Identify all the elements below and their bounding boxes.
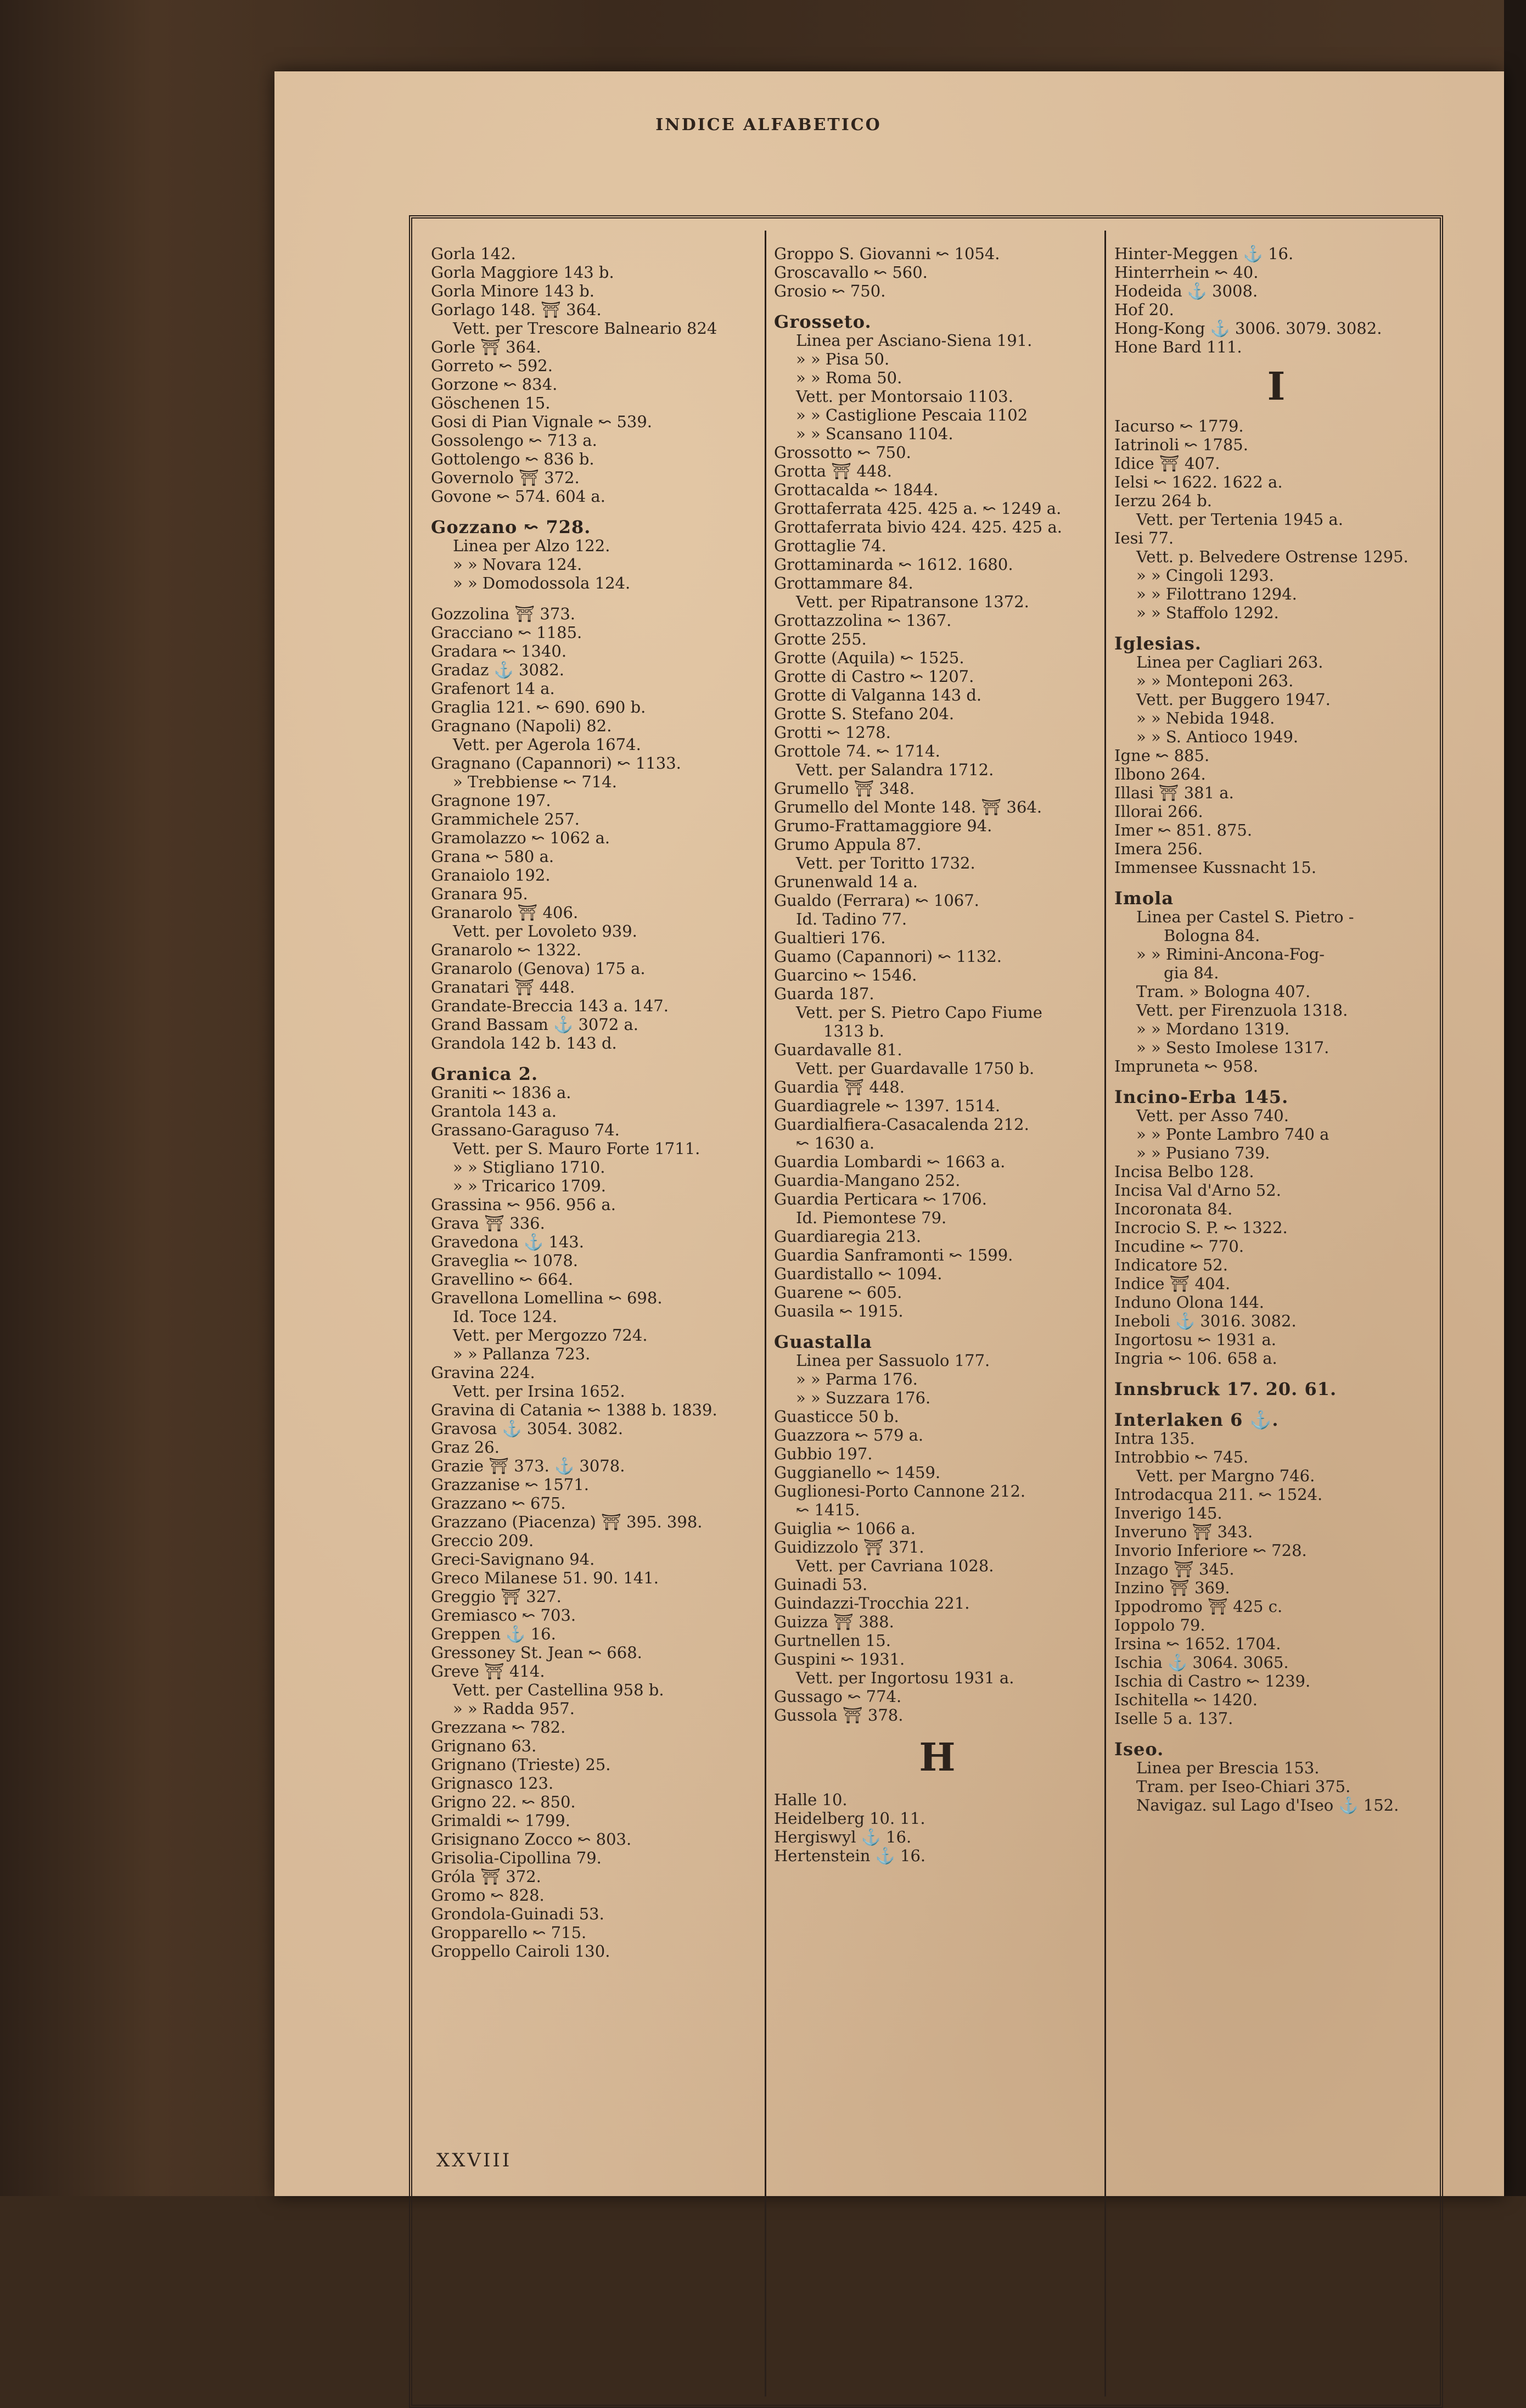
index-entry: Idice ⛩ 407. (1114, 454, 1220, 473)
index-entry: Guardia-Mangano 252. (774, 1171, 961, 1190)
index-entry: Governolo ⛩ 372. (431, 468, 580, 487)
index-entry: Gramolazzo ↜ 1062 a. (431, 828, 610, 847)
index-entry: » » Stigliano 1710. (453, 1158, 605, 1177)
index-entry: Induno Olona 144. (1114, 1293, 1264, 1312)
index-entry: Govone ↜ 574. 604 a. (431, 487, 605, 506)
index-entry: Greggio ⛩ 327. (431, 1587, 562, 1606)
index-entry: Grandola 142 b. 143 d. (431, 1034, 617, 1052)
index-column-1 (431, 244, 760, 1961)
index-entry: Grazzanise ↜ 1571. (431, 1475, 589, 1494)
index-entry: Vett. per Ripatransone 1372. (796, 592, 1029, 611)
index-entry: Heidelberg 10. 11. (774, 1809, 925, 1828)
index-heading: Innsbruck 17. 20. 61. (1114, 1379, 1337, 1399)
index-entry: Groppello Cairoli 130. (431, 1942, 610, 1961)
index-entry (774, 300, 1101, 312)
index-entry: Halle 10. (774, 1790, 848, 1809)
index-entry: Gualtieri 176. (774, 928, 886, 947)
index-entry: Grossotto ↜ 750. (774, 443, 911, 462)
index-entry: Vett. p. Belvedere Ostrense 1295. (1136, 547, 1409, 566)
index-entry: Ierzu 264 b. (1114, 491, 1213, 510)
index-entry: Granara 95. (431, 884, 528, 903)
index-entry: Greco Milanese 51. 90. 141. (431, 1569, 659, 1587)
index-entry: Granarolo (Genova) 175 a. (431, 959, 646, 978)
index-heading: Granica 2. (431, 1063, 538, 1084)
index-entry: Grassano-Garaguso 74. (431, 1121, 620, 1139)
index-entry: Vett. per Asso 740. (1136, 1106, 1289, 1125)
index-entry: Grigno 22. ↜ 850. (431, 1793, 576, 1811)
index-entry: Grammichele 257. (431, 810, 580, 828)
column-rule (1104, 231, 1106, 2396)
index-entry: Gróla ⛩ 372. (431, 1867, 541, 1886)
index-entry: Gragnano (Capannori) ↜ 1133. (431, 754, 681, 772)
index-heading: Iseo. (1114, 1739, 1164, 1760)
index-entry: Ioppolo 79. (1114, 1616, 1205, 1634)
index-entry: Guardiagrele ↜ 1397. 1514. (774, 1096, 1001, 1115)
index-entry: Graglia 121. ↜ 690. 690 b. (431, 698, 646, 716)
index-entry: » » Ponte Lambro 740 a (1136, 1125, 1329, 1144)
index-entry: Guglionesi-Porto Cannone 212. (774, 1482, 1026, 1500)
index-entry: Guarcino ↜ 1546. (774, 966, 917, 984)
index-entry: Grisolia-Cipollina 79. (431, 1849, 602, 1867)
index-entry: Grottaferrata 425. 425 a. ↜ 1249 a. (774, 499, 1062, 518)
index-entry: Grimaldi ↜ 1799. (431, 1811, 570, 1830)
index-entry: Gossolengo ↜ 713 a. (431, 431, 597, 450)
index-heading: Iglesias. (1114, 633, 1202, 654)
index-entry: Groppo S. Giovanni ↜ 1054. (774, 244, 1000, 263)
index-entry: Gosi di Pian Vignale ↜ 539. (431, 412, 653, 431)
index-entry: Grava ⛩ 336. (431, 1214, 545, 1233)
index-entry: Ilbono 264. (1114, 765, 1206, 783)
index-entry: Guardistallo ↜ 1094. (774, 1264, 942, 1283)
index-entry: » » Sesto Imolese 1317. (1136, 1038, 1329, 1057)
index-entry: » » Radda 957. (453, 1699, 575, 1718)
index-entry: Incisa Belbo 128. (1114, 1162, 1254, 1181)
index-entry: Inzino ⛩ 369. (1114, 1578, 1230, 1597)
index-entry: Indice ⛩ 404. (1114, 1274, 1231, 1293)
index-entry: » » S. Antioco 1949. (1136, 727, 1299, 746)
index-entry: Gravosa ⚓ 3054. 3082. (431, 1419, 624, 1438)
index-entry (1114, 1076, 1438, 1088)
index-entry: Guarda 187. (774, 984, 874, 1003)
index-entry: Guspini ↜ 1931. (774, 1650, 905, 1668)
index-entry: Grignano 63. (431, 1737, 537, 1755)
index-entry: Granarolo ↜ 1322. (431, 940, 582, 959)
index-entry: Vett. per Tertenia 1945 a. (1136, 510, 1343, 529)
index-entry: Ingria ↜ 106. 658 a. (1114, 1349, 1277, 1368)
index-entry (1114, 1368, 1438, 1380)
index-entry: Gravellona Lomellina ↜ 698. (431, 1289, 663, 1307)
index-entry: Vett. per Trescore Balneario 824 (453, 319, 717, 338)
index-heading: Guastalla (774, 1331, 872, 1352)
index-entry: Guardia Sanframonti ↜ 1599. (774, 1246, 1013, 1264)
index-entry: Vett. per Toritto 1732. (796, 854, 975, 872)
index-entry: Gozzolina ⛩ 373. (431, 604, 575, 623)
index-entry: Inzago ⛩ 345. (1114, 1560, 1235, 1578)
index-column-2 (774, 244, 1101, 1865)
index-entry: Graz 26. (431, 1438, 500, 1457)
index-entry: Gradara ↜ 1340. (431, 642, 567, 660)
index-entry: Guazzora ↜ 579 a. (774, 1426, 924, 1444)
index-entry: Grotte 255. (774, 630, 867, 648)
index-entry: Id. Piemontese 79. (796, 1208, 947, 1227)
index-entry: Intra 135. (1114, 1429, 1195, 1448)
index-entry: Grignasco 123. (431, 1774, 554, 1793)
index-entry (774, 1320, 1101, 1332)
index-entry: Vett. per S. Mauro Forte 1711. (453, 1139, 700, 1158)
index-entry: Grottaferrata bivio 424. 425. 425 a. (774, 518, 1062, 536)
index-entry: Hong-Kong ⚓ 3006. 3079. 3082. (1114, 319, 1382, 338)
index-entry: Guasticce 50 b. (774, 1407, 899, 1426)
index-entry: Incisa Val d'Arno 52. (1114, 1181, 1281, 1200)
index-heading: Grosseto. (774, 311, 872, 332)
book-spine-shadow (1504, 0, 1526, 2196)
index-entry: Hone Bard 111. (1114, 338, 1242, 356)
index-entry: Illorai 266. (1114, 802, 1203, 821)
index-entry: Linea per Alzo 122. (453, 536, 610, 555)
index-entry: Graniti ↜ 1836 a. (431, 1083, 571, 1102)
index-entry: Grotte di Castro ↜ 1207. (774, 667, 974, 686)
index-entry: Ippodromo ⛩ 425 c. (1114, 1597, 1283, 1616)
index-entry: Vett. per Firenzuola 1318. (1136, 1001, 1348, 1020)
index-entry (1114, 1728, 1438, 1740)
page-number: XXVIII (436, 2149, 512, 2171)
index-entry: Grassina ↜ 956. 956 a. (431, 1195, 616, 1214)
index-entry: gia 84. (1164, 964, 1219, 982)
index-entry: Grottaglie 74. (774, 536, 887, 555)
index-entry: Introdacqua 211. ↜ 1524. (1114, 1485, 1323, 1504)
index-entry: Id. Toce 124. (453, 1307, 558, 1326)
index-entry: Grumello del Monte 148. ⛩ 364. (774, 798, 1042, 816)
index-entry: Linea per Brescia 153. (1136, 1759, 1320, 1777)
index-entry: Gussola ⛩ 378. (774, 1706, 904, 1724)
index-entry: Guamo (Capannori) ↜ 1132. (774, 947, 1002, 966)
index-entry: Gorlago 148. ⛩ 364. (431, 300, 602, 319)
index-entry: Gorla Minore 143 b. (431, 282, 594, 300)
index-entry: » Trebbiense ↜ 714. (453, 772, 617, 791)
index-entry: Hodeida ⚓ 3008. (1114, 282, 1258, 300)
index-entry (431, 592, 760, 604)
index-entry: Grotte (Aquila) ↜ 1525. (774, 648, 964, 667)
index-entry: Ingortosu ↜ 1931 a. (1114, 1330, 1276, 1349)
index-entry: Greccio 209. (431, 1531, 534, 1550)
index-entry: » » Monteponi 263. (1136, 671, 1294, 690)
index-entry: Grignano (Trieste) 25. (431, 1755, 611, 1774)
index-entry: Grottammare 84. (774, 574, 913, 592)
index-entry: Göschenen 15. (431, 394, 551, 412)
index-entry: Gravina 224. (431, 1363, 535, 1382)
index-entry: Iatrinoli ↜ 1785. (1114, 435, 1248, 454)
index-entry: Gorla 142. (431, 244, 516, 263)
index-entry: Grisignano Zocco ↜ 803. (431, 1830, 632, 1849)
index-entry: » » Cingoli 1293. (1136, 566, 1274, 585)
index-entry: Guasila ↜ 1915. (774, 1302, 904, 1320)
index-heading: Incino-Erba 145. (1114, 1087, 1289, 1107)
index-entry: Greppen ⚓ 16. (431, 1625, 556, 1643)
index-entry: Guardiaregia 213. (774, 1227, 922, 1246)
index-entry: Igne ↜ 885. (1114, 746, 1210, 765)
index-entry: » » Filottrano 1294. (1136, 585, 1297, 603)
index-entry: Grantola 143 a. (431, 1102, 557, 1121)
index-entry: Gurtnellen 15. (774, 1631, 891, 1650)
index-entry: » » Nebida 1948. (1136, 709, 1275, 727)
index-entry: Linea per Asciano-Siena 191. (796, 331, 1033, 350)
index-entry: Groscavallo ↜ 560. (774, 263, 928, 282)
index-entry: Imera 256. (1114, 839, 1203, 858)
index-entry: Vett. per Lovoleto 939. (453, 922, 637, 940)
index-entry: Vett. per Agerola 1674. (453, 735, 641, 754)
index-entry: Ineboli ⚓ 3016. 3082. (1114, 1312, 1297, 1330)
index-entry: Hergiswyl ⚓ 16. (774, 1828, 912, 1846)
index-entry: Indicatore 52. (1114, 1256, 1228, 1274)
index-entry: Iselle 5 a. 137. (1114, 1709, 1233, 1728)
index-entry: Grottacalda ↜ 1844. (774, 480, 939, 499)
index-entry: » » Rimini-Ancona-Fog- (1136, 945, 1325, 964)
index-entry: » » Suzzara 176. (796, 1388, 931, 1407)
index-entry: Grottaminarda ↜ 1612. 1680. (774, 555, 1013, 574)
index-entry: Ischia di Castro ↜ 1239. (1114, 1672, 1311, 1690)
index-entry: Gorle ⛩ 364. (431, 338, 541, 356)
index-entry: » » Staffolo 1292. (1136, 603, 1279, 622)
index-entry: Grezzana ↜ 782. (431, 1718, 566, 1737)
index-entry: Gracciano ↜ 1185. (431, 623, 582, 642)
index-entry: » » Pisa 50. (796, 350, 890, 368)
index-entry: Gradaz ⚓ 3082. (431, 660, 565, 679)
index-entry: Gravina di Catania ↜ 1388 b. 1839. (431, 1401, 717, 1419)
index-entry: » » Domodossola 124. (453, 574, 631, 592)
index-entry: Guiglia ↜ 1066 a. (774, 1519, 916, 1538)
index-entry: Guardialfiera-Casacalenda 212. (774, 1115, 1029, 1134)
index-entry (431, 1052, 760, 1065)
index-entry: Incoronata 84. (1114, 1200, 1233, 1218)
column-rule (765, 231, 766, 2396)
index-entry (1114, 877, 1438, 889)
running-head: INDICE ALFABETICO (655, 115, 882, 135)
index-heading: Imola (1114, 888, 1174, 909)
index-entry: Gottolengo ↜ 836 b. (431, 450, 594, 468)
index-entry: » » Novara 124. (453, 555, 582, 574)
index-entry: Grazzano ↜ 675. (431, 1494, 566, 1513)
index-entry: Granaiolo 192. (431, 866, 551, 884)
index-entry: Invorio Inferiore ↜ 728. (1114, 1541, 1307, 1560)
index-entry: Graveglia ↜ 1078. (431, 1251, 579, 1270)
index-entry: Guizza ⛩ 388. (774, 1612, 894, 1631)
index-entry: Imer ↜ 851. 875. (1114, 821, 1253, 839)
index-entry: Gualdo (Ferrara) ↜ 1067. (774, 891, 979, 910)
index-entry: Guarene ↜ 605. (774, 1283, 902, 1302)
index-entry: Guggianello ↜ 1459. (774, 1463, 941, 1482)
index-entry: Linea per Castel S. Pietro - (1136, 908, 1354, 926)
index-entry: Grazie ⛩ 373. ⚓ 3078. (431, 1457, 625, 1475)
index-entry: Gorreto ↜ 592. (431, 356, 553, 375)
section-letter: H (919, 1734, 956, 1780)
index-entry: Vett. per Castellina 958 b. (453, 1681, 664, 1699)
index-entry: Immensee Kussnacht 15. (1114, 858, 1317, 877)
index-entry: Illasi ⛩ 381 a. (1114, 783, 1234, 802)
index-entry: Vett. per Montorsaio 1103. (796, 387, 1013, 406)
index-entry: Gorzone ↜ 834. (431, 375, 558, 394)
index-entry: Grosio ↜ 750. (774, 282, 886, 300)
index-entry: Incrocio S. P. ↜ 1322. (1114, 1218, 1288, 1237)
index-entry: Grondola-Guinadi 53. (431, 1905, 604, 1923)
index-entry: Guardia ⛩ 448. (774, 1078, 905, 1096)
index-entry: Iesi 77. (1114, 529, 1174, 547)
index-entry (1114, 1398, 1438, 1410)
index-entry: Inveruno ⛩ 343. (1114, 1522, 1253, 1541)
index-entry: Hinterrhein ↜ 40. (1114, 263, 1259, 282)
index-entry: Guidizzolo ⛩ 371. (774, 1538, 924, 1556)
index-entry (1114, 622, 1438, 634)
index-entry: Linea per Cagliari 263. (1136, 653, 1323, 671)
index-entry: Grafenort 14 a. (431, 679, 555, 698)
index-entry: Greve ⛩ 414. (431, 1662, 545, 1681)
index-entry: Introbbio ↜ 745. (1114, 1448, 1249, 1466)
index-entry: Gremiasco ↜ 703. (431, 1606, 576, 1625)
index-entry: Grotta ⛩ 448. (774, 462, 892, 480)
index-entry: Grumo-Frattamaggiore 94. (774, 816, 992, 835)
index-entry: » » Tricarico 1709. (453, 1177, 607, 1195)
index-entry: Tram. per Iseo-Chiari 375. (1136, 1777, 1351, 1796)
index-entry: 1313 b. (823, 1022, 884, 1040)
index-entry: Grumello ⛩ 348. (774, 779, 915, 798)
index-entry: Gropparello ↜ 715. (431, 1923, 587, 1942)
index-entry: Gragnone 197. (431, 791, 551, 810)
index-entry: Grazzano (Piacenza) ⛩ 395. 398. (431, 1513, 703, 1531)
index-entry: Linea per Sassuolo 177. (796, 1351, 990, 1370)
index-entry: Gragnano (Napoli) 82. (431, 716, 612, 735)
index-entry: » » Pallanza 723. (453, 1345, 591, 1363)
index-entry: Irsina ↜ 1652. 1704. (1114, 1634, 1281, 1653)
index-entry: Guinadi 53. (774, 1575, 868, 1594)
index-entry: Gromo ↜ 828. (431, 1886, 545, 1905)
index-entry: Ischitella ↜ 1420. (1114, 1690, 1258, 1709)
index-entry: Vett. per Margno 746. (1136, 1466, 1315, 1485)
index-entry: Vett. per Irsina 1652. (453, 1382, 625, 1401)
index-entry: Granarolo ⛩ 406. (431, 903, 579, 922)
index-entry: Guardia Perticara ↜ 1706. (774, 1190, 987, 1208)
index-entry (431, 506, 760, 518)
index-entry: Grotte S. Stefano 204. (774, 704, 955, 723)
index-entry: Ischia ⚓ 3064. 3065. (1114, 1653, 1289, 1672)
index-entry: Grumo Appula 87. (774, 835, 922, 854)
index-entry: Grotti ↜ 1278. (774, 723, 891, 742)
index-entry: » » Parma 176. (796, 1370, 918, 1388)
index-entry: ↜ 1415. (796, 1500, 860, 1519)
index-entry: Impruneta ↜ 958. (1114, 1057, 1259, 1076)
index-entry: Incudine ↜ 770. (1114, 1237, 1244, 1256)
index-entry: Vett. per Salandra 1712. (796, 760, 994, 779)
index-entry: Guardavalle 81. (774, 1040, 902, 1059)
index-entry: Granatari ⛩ 448. (431, 978, 575, 996)
index-entry: Grunenwald 14 a. (774, 872, 918, 891)
index-entry: Vett. per Guardavalle 1750 b. (796, 1059, 1035, 1078)
index-entry: Gravellino ↜ 664. (431, 1270, 574, 1289)
index-entry: Gressoney St. Jean ↜ 668. (431, 1643, 642, 1662)
index-column-3 (1114, 244, 1438, 1815)
index-entry: Inverigo 145. (1114, 1504, 1222, 1522)
index-entry: Gubbio 197. (774, 1444, 873, 1463)
index-entry: Grotte di Valganna 143 d. (774, 686, 982, 704)
index-entry: » » Mordano 1319. (1136, 1020, 1290, 1038)
index-entry: Gussago ↜ 774. (774, 1687, 902, 1706)
section-letter: I (1267, 363, 1286, 409)
index-entry: Vett. per Cavriana 1028. (796, 1556, 994, 1575)
index-entry: Grottole 74. ↜ 1714. (774, 742, 940, 760)
index-entry: Grana ↜ 580 a. (431, 847, 554, 866)
index-entry: Id. Tadino 77. (796, 910, 907, 928)
index-entry: Grottazzolina ↜ 1367. (774, 611, 952, 630)
index-entry: Guardia Lombardi ↜ 1663 a. (774, 1152, 1006, 1171)
index-entry: Iacurso ↜ 1779. (1114, 417, 1244, 435)
index-entry: Bologna 84. (1164, 926, 1260, 945)
index-entry: Hertenstein ⚓ 16. (774, 1846, 926, 1865)
index-entry: Vett. per Buggero 1947. (1136, 690, 1331, 709)
index-entry: Vett. per Ingortosu 1931 a. (796, 1668, 1014, 1687)
index-entry: Greci-Savignano 94. (431, 1550, 595, 1569)
index-entry: » » Scansano 1104. (796, 424, 953, 443)
index-entry: ↜ 1630 a. (796, 1134, 875, 1152)
index-entry: » » Roma 50. (796, 368, 902, 387)
index-entry: Vett. per S. Pietro Capo Fiume (796, 1003, 1042, 1022)
index-entry: Grandate-Breccia 143 a. 147. (431, 996, 669, 1015)
index-entry: Grand Bassam ⚓ 3072 a. (431, 1015, 639, 1034)
index-entry: Guindazzi-Trocchia 221. (774, 1594, 970, 1612)
index-entry: Gorla Maggiore 143 b. (431, 263, 614, 282)
index-entry: Gravedona ⚓ 143. (431, 1233, 584, 1251)
index-heading: Gozzano ↜ 728. (431, 517, 591, 537)
index-entry: » » Pusiano 739. (1136, 1144, 1270, 1162)
index-entry: Hof 20. (1114, 300, 1174, 319)
index-entry: Ielsi ↜ 1622. 1622 a. (1114, 473, 1283, 491)
index-entry: Vett. per Mergozzo 724. (453, 1326, 648, 1345)
index-entry: Tram. » Bologna 407. (1136, 982, 1311, 1001)
index-entry: Hinter-Meggen ⚓ 16. (1114, 244, 1294, 263)
index-heading: Interlaken 6 ⚓. (1114, 1409, 1279, 1430)
index-entry: » » Castiglione Pescaia 1102 (796, 406, 1028, 424)
index-entry: Navigaz. sul Lago d'Iseo ⚓ 152. (1136, 1796, 1399, 1815)
